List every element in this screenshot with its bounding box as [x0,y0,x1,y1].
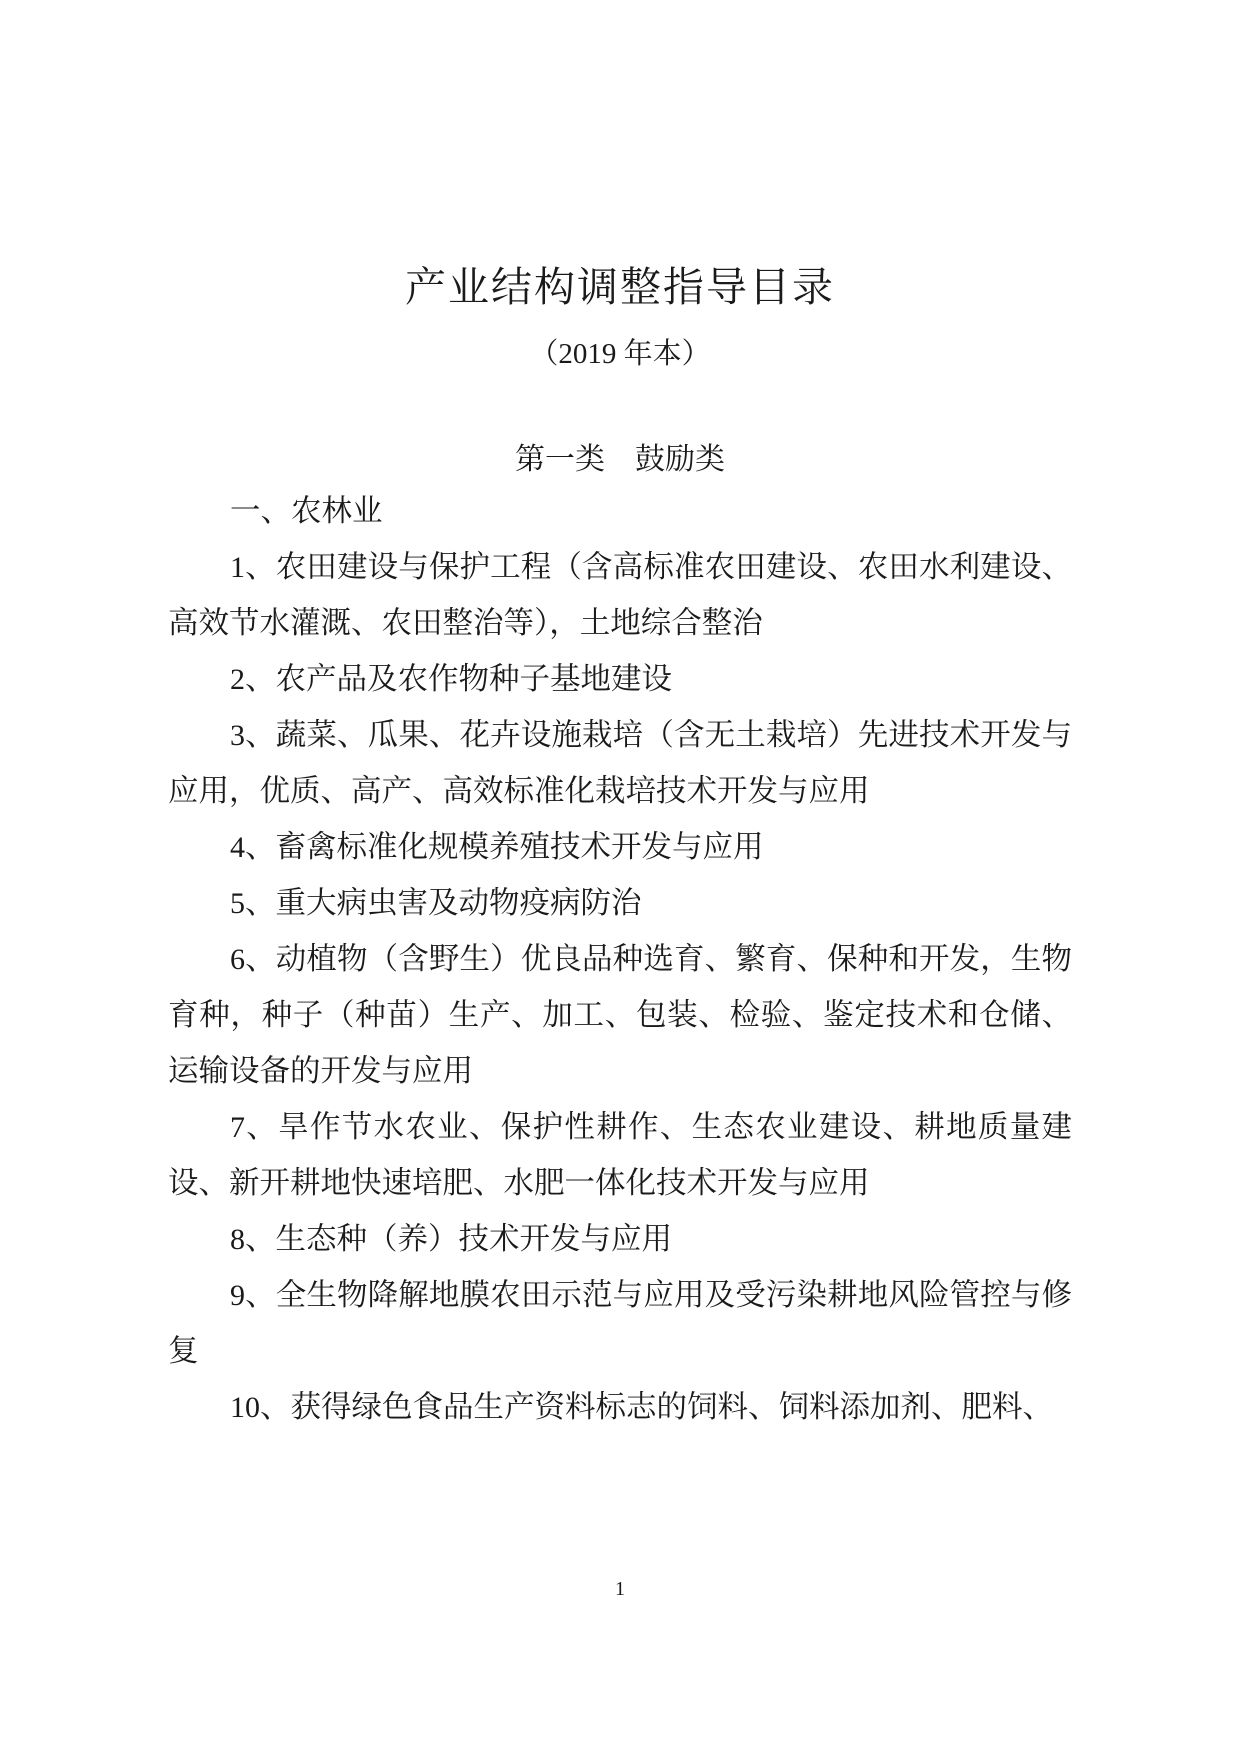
item-text: 、农田建设与保护工程（含高标准农田建设、农田水利建设、高效节水灌溉、农田整治等），土地综合整治 [168,550,1072,641]
document-subtitle: （2019 年本） [529,338,711,370]
list-item [168,1380,1072,1436]
category-name: 第一类 [515,442,605,477]
item-number: 8 [230,1223,245,1256]
item-text: 、蔬菜、瓜果、花卉设施栽培（含无土栽培）先进技术开发与应用，优质、高产、高效标准化栽培技术开发与应用 [168,718,1072,809]
document-title: 产业结构调整指导目录 [405,263,835,311]
list-item [168,652,1072,708]
item-text: 、旱作节水农业、保护性耕作、生态农业建设、耕地质量建设、新开耕地快速培肥、水肥一体化技术开发与应用 [168,1110,1072,1201]
list-item [168,1100,1072,1212]
item-number: 7 [230,1111,245,1144]
item-number: 9 [230,1279,245,1312]
item-list [168,540,1072,1436]
list-item [168,708,1072,820]
item-number: 1 [230,551,245,584]
item-text: 、畜禽标准化规模养殖技术开发与应用 [245,830,764,865]
list-item [168,820,1072,876]
page-number: 1 [615,1578,625,1600]
document-body [168,484,1072,1436]
item-number: 10 [230,1391,260,1424]
item-text: 、生态种（养）技术开发与应用 [245,1222,672,1257]
item-text: 、重大病虫害及动物疫病防治 [245,886,642,921]
item-text: 、全生物降解地膜农田示范与应用及受污染耕地风险管控与修复 [168,1278,1072,1369]
list-item [168,540,1072,652]
item-text: 、获得绿色食品生产资料标志的饲料、饲料添加剂、肥料、 [260,1390,1053,1425]
list-item [168,876,1072,932]
item-number: 5 [230,887,245,920]
item-text: 、农产品及农作物种子基地建设 [245,662,672,697]
item-number: 6 [230,943,245,976]
list-item [168,1268,1072,1380]
list-item [168,932,1072,1100]
section-title: 一、农林业 [230,494,383,529]
item-number: 3 [230,719,245,752]
category-label: 鼓励类 [635,442,725,477]
category-heading [0,440,1240,480]
item-text: 、动植物（含野生）优良品种选育、繁育、保种和开发，生物育种，种子（种苗）生产、加工、包装、检验、鉴定技术和仓储、运输设备的开发与应用 [168,942,1072,1089]
list-item [168,1212,1072,1268]
item-number: 4 [230,831,245,864]
item-number: 2 [230,663,245,696]
